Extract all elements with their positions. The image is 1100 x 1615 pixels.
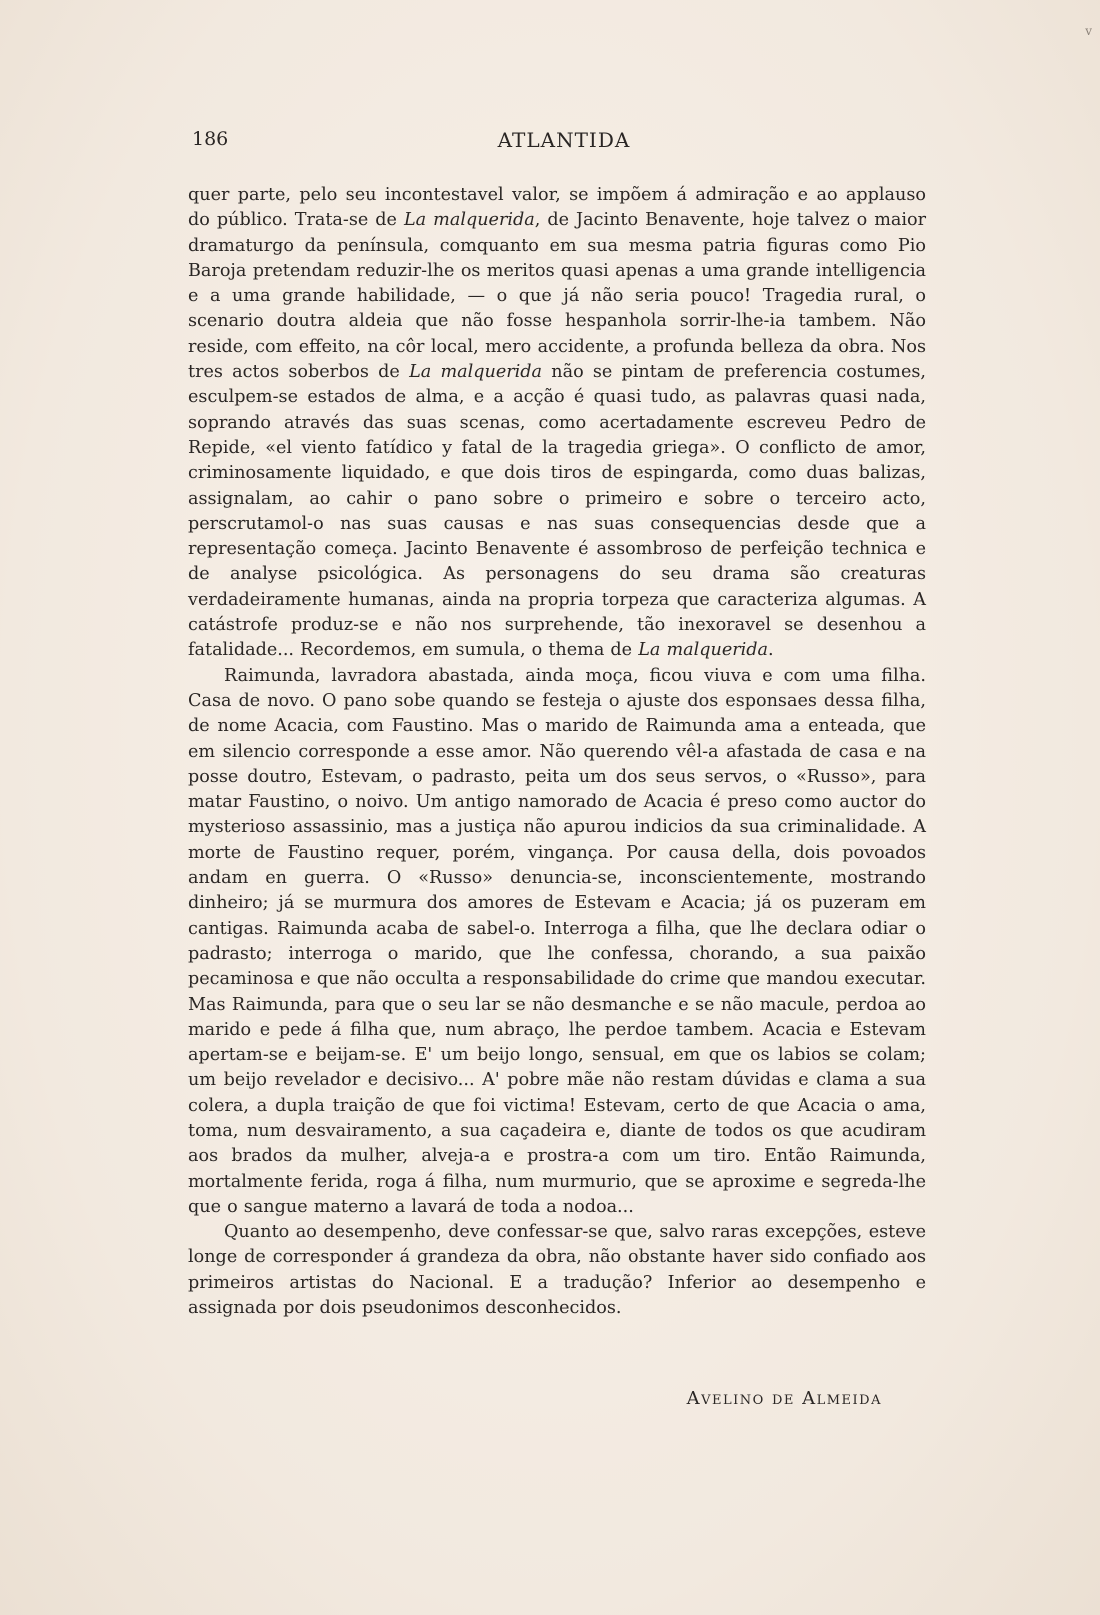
corner-mark: v bbox=[1085, 24, 1092, 38]
text-run: Raimunda, lavradora abastada, ainda moça, ficou viuva e com uma filha. Casa de novo. O pano sobe quando se festeja o ajuste dos esponsaes dessa filha, de nome Acacia, com Faustino. Mas o marido de Raimunda ama a enteada, que em silencio corresponde a esse amor. Não querendo vêl-a afastada de casa e na posse doutro, Estevam, o padrasto, peita um dos seus servos, o «Russo», para matar Faustino, o noivo. Um antigo namorado de Acacia é preso como auctor do mysterioso assassinio, mas a justiça não apurou indicios da sua criminalidade. A morte de Faustino requer, porém, vingança. Por causa della, dois povoados andam en guerra. O «Russo» denuncia-se, inconscientemente, mostrando dinheiro; já se murmura dos amores de Estevam e Acacia; já os puzeram em cantigas. Raimunda acaba de sabel-o. Interroga a filha, que lhe declara odiar o padrasto; interroga o marido, que lhe confessa, chorando, a sua paixão pecaminosa e que não occulta a responsabilidade do crime que mandou executar. Mas Raimunda, para que o seu lar se não desmanche e se não macule, perdoa ao marido e pede á filha que, num abraço, lhe perdoe tambem. Acacia e Estevam apertam-se e beijam-se. E' um beijo longo, sensual, em que os labios se colam; um beijo revelador e decisivo... A' pobre mãe não restam dúvidas e clama a sua colera, a dupla traição de que foi victima! Estevam, certo de que Acacia o ama, toma, num desvairamento, a sua caçadeira e, diante de todos os que acudiram aos brados da mulher, alveja-a e prostra-a com um tiro. Então Raimunda, mortalmente ferida, roga á filha, num murmurio, que se aproxime e segreda-lhe que o sangue materno a lavará de toda a nodoa... bbox=[188, 665, 926, 1217]
text-run: Quanto ao desempenho, deve confessar-se que, salvo raras excepções, esteve longe de corresponder á grandeza da obra, não obstante haver sido confiado aos primeiros artistas do Nacional. E a tradução? Inferior ao desempenho e assignada por dois pseudonimos desconhecidos. bbox=[188, 1222, 926, 1319]
italic-title: La malquerida bbox=[409, 362, 543, 383]
paragraph bbox=[188, 183, 926, 664]
paragraph bbox=[188, 664, 926, 1221]
italic-title: La malquerida bbox=[403, 210, 535, 231]
paragraph bbox=[188, 1220, 926, 1321]
running-title: ATLANTIDA bbox=[497, 128, 631, 152]
text-run: quer parte, pelo seu incontestavel valor, se impõem á admiração e ao applauso do público. Trata-se de bbox=[188, 185, 926, 231]
text-run: , de Jacinto Benavente, hoje talvez o maior dramaturgo da península, comquanto em sua mesma patria figuras como Pio Baroja pretendam reduzir-lhe os meritos quasi apenas a uma grande intelligencia e a uma grande habilidade, — o que já não seria pouco! Tragedia rural, o scenario doutra aldeia que não fosse hespanhola sorrir-lhe-ia tambem. Não reside, com effeito, na côr local, mero accidente, a profunda belleza da obra. Nos tres actos soberbos de bbox=[188, 210, 927, 383]
page-header bbox=[192, 128, 936, 158]
author-signature: Avelino de Almeida bbox=[686, 1388, 882, 1409]
text-run: . bbox=[768, 640, 774, 661]
italic-title: La malquerida bbox=[638, 640, 769, 661]
article-body bbox=[188, 183, 926, 1321]
text-run: não se pintam de preferencia costumes, esculpem-se estados de alma, e a acção é quasi tudo, as palavras quasi nada, soprando através das suas scenas, como acertadamente escreveu Pedro de Repide, «el viento fatídico y fatal de la tragedia griega». O conflicto de amor, criminosamente liquidado, e que dois tiros de espingarda, como duas balizas, assignalam, ao cahir o pano sobre o primeiro e sobre o terceiro acto, perscrutamol-o nas suas causas e nas suas consequencias desde que a representação começa. Jacinto Benavente é assombroso de perfeição technica e de analyse psicológica. As personagens do seu drama são creaturas verdadeiramente humanas, ainda na propria torpeza que caracteriza algumas. A catástrofe produz-se e não nos surprehende, tão inexoravel se desenhou a fatalidade... Recordemos, em sumula, o thema de bbox=[188, 362, 927, 661]
page-number: 186 bbox=[192, 128, 229, 150]
